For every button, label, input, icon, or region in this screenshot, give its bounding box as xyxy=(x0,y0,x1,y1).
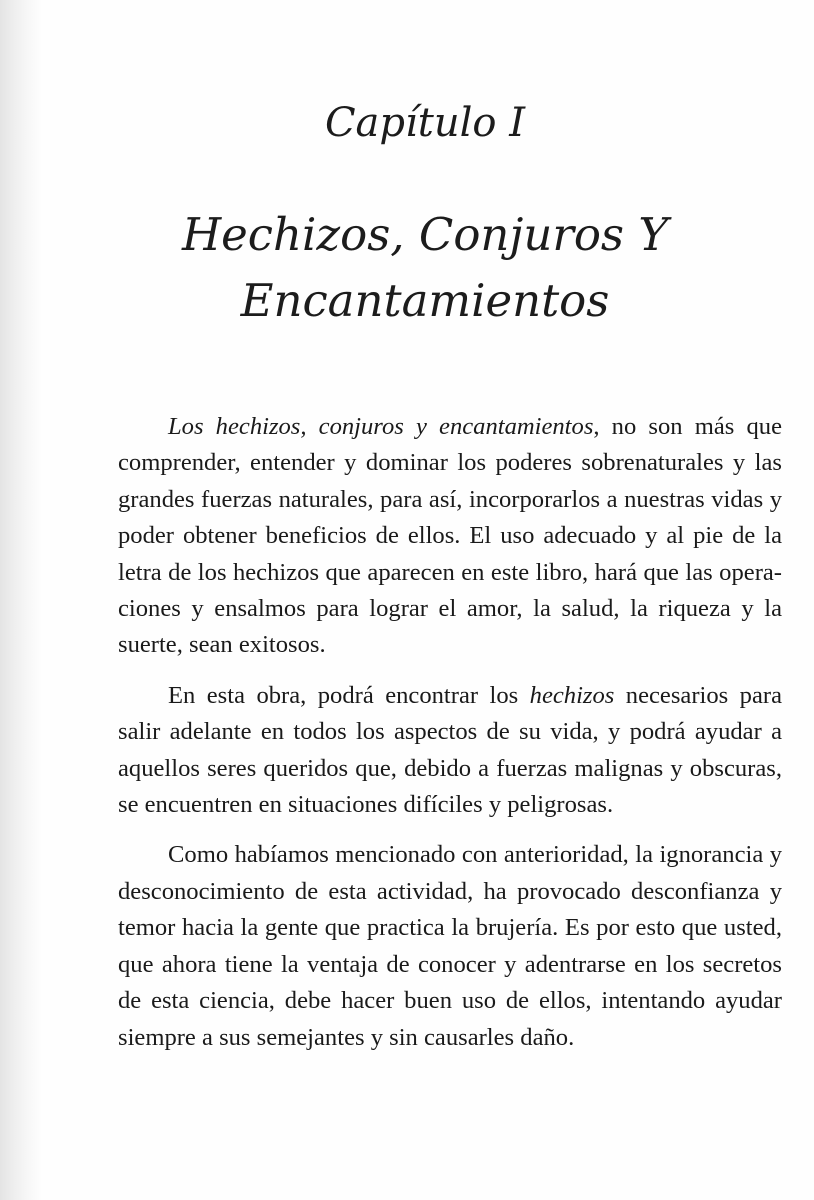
binding-shadow xyxy=(0,0,42,1200)
paragraph-3-text: Como habíamos mencionado con anterioridad, la ignorancia y desconocimiento de esta actividad, ha provocado desconfianza y temor hacia la gente que practica la brujería. Es por esto que usted, que ahora tiene la ventaja de conocer y adentrarse en los secretos de esta ciencia, debe hacer buen uso de ellos, intentando ayudar siempre a sus semejantes y sin causarles daño. xyxy=(118,841,782,1051)
paragraph-1-emphasis: Los hechizos, conjuros y encantamientos xyxy=(168,413,594,440)
paragraph-2-emphasis: hechizos xyxy=(529,681,615,709)
paragraph-2 xyxy=(118,678,782,824)
chapter-title-line-2: Encantamientos xyxy=(240,274,610,327)
chapter-label: Capítulo I xyxy=(324,100,526,146)
paragraph-1 xyxy=(118,409,782,664)
chapter-body xyxy=(118,409,782,1070)
paragraph-1-text: , no son más que comprender, entender y dominar los poderes sobrenaturales y las grandes fuerzas naturales, para así, incorporarlos a nuestras vidas y poder obtener beneficios de ellos. El uso adecuado y al pie de la letra de los hechizos que aparecen en este libro, hará que las operaciones y ensalmos para lograr el amor, la salud, la riqueza y la suerte, sean exitosos. xyxy=(118,413,782,659)
chapter-title-line-1: Hechizos, Conjuros Y xyxy=(181,208,669,261)
paragraph-2-text-after: necesarios para salir adelante en todos los aspectos de su vida, y podrá ayudar a aquellos seres queridos que, debido a fuerzas malignas y obscuras, se encuentren en situaciones difíciles y peligrosas. xyxy=(118,681,782,819)
chapter-title xyxy=(0,202,814,334)
paragraph-2-text-before: En esta obra, podrá encontrar los xyxy=(168,681,530,709)
paragraph-3 xyxy=(118,837,782,1055)
